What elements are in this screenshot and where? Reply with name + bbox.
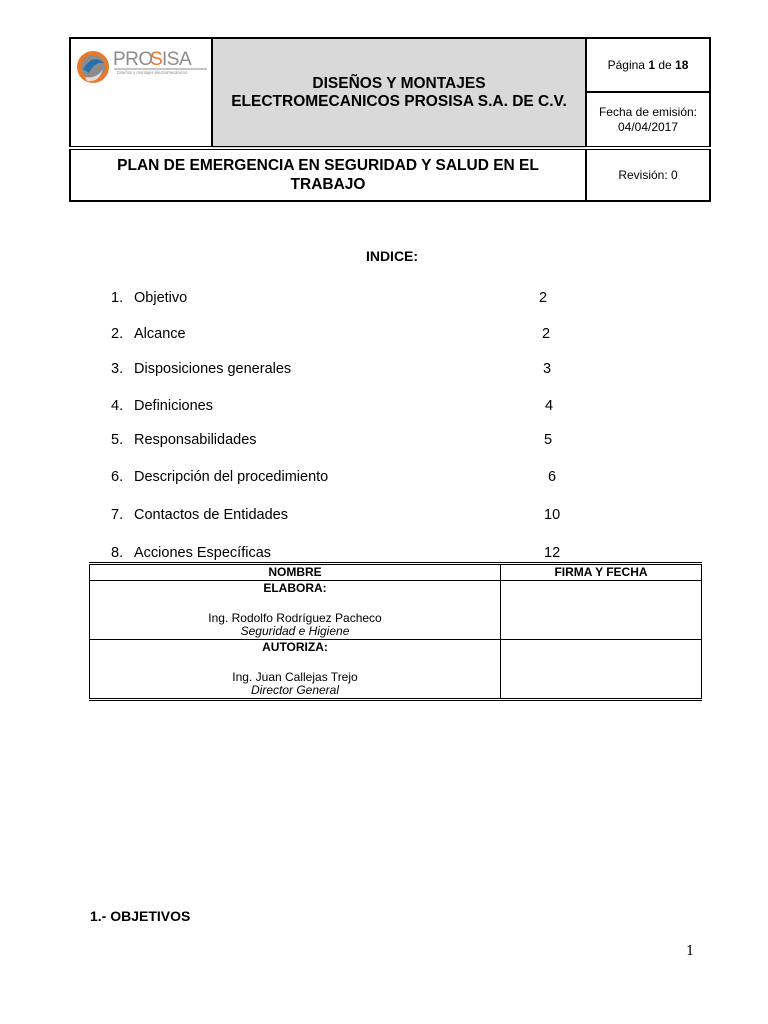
index-item-label: Disposiciones generales <box>134 361 292 377</box>
index-item-number: 7. <box>111 507 124 523</box>
signature-name: Ing. Juan Callejas Trejo <box>232 670 358 684</box>
section-title: 1.- OBJETIVOS <box>90 908 191 924</box>
signature-field[interactable] <box>501 581 702 640</box>
index-item[interactable] <box>111 507 571 525</box>
index-item[interactable] <box>111 398 571 416</box>
prosisa-logo-icon <box>71 39 211 141</box>
index-item-number: 5. <box>111 432 124 448</box>
signature-table <box>89 562 702 701</box>
company-logo <box>71 39 211 146</box>
index-item-page: 10 <box>544 507 561 523</box>
signature-row-elabora <box>90 581 501 640</box>
page-counter <box>586 38 710 92</box>
issue-date-value: 04/04/2017 <box>617 119 679 134</box>
revision-text: Revisión: 0 <box>618 167 678 182</box>
column-header-signature: FIRMA Y FECHA <box>501 564 702 581</box>
index-item-number: 4. <box>111 398 124 414</box>
index-item-label: Alcance <box>134 326 186 342</box>
page-mid: de <box>655 57 676 72</box>
index-item-number: 6. <box>111 469 124 485</box>
signature-role: AUTORIZA: <box>262 640 328 654</box>
index-item-label: Responsabilidades <box>134 432 257 448</box>
signature-field[interactable] <box>501 640 702 700</box>
document-header <box>69 37 711 193</box>
company-name-line2: ELECTROMECANICOS PROSISA S.A. DE C.V. <box>231 92 567 110</box>
svg-text:Diseños y montajes electromecá: Diseños y montajes electromecánicos <box>117 70 188 75</box>
index-item-label: Objetivo <box>134 290 188 306</box>
index-item-number: 3. <box>111 361 124 377</box>
index-item[interactable] <box>111 432 571 450</box>
svg-text:ISA: ISA <box>162 49 192 70</box>
index-item-label: Definiciones <box>134 398 213 414</box>
revision-cell <box>586 148 710 201</box>
signature-position: Director General <box>250 683 340 697</box>
company-name-line1: DISEÑOS Y MONTAJES <box>312 74 486 92</box>
column-header-name: NOMBRE <box>90 564 501 581</box>
index-item[interactable] <box>111 545 571 563</box>
index-item[interactable] <box>111 326 571 344</box>
index-item[interactable] <box>111 469 571 487</box>
index-item-page: 2 <box>542 326 551 342</box>
page-number: 1 <box>686 944 695 959</box>
index-item-number: 2. <box>111 326 124 342</box>
signature-name: Ing. Rodolfo Rodríguez Pacheco <box>208 611 382 625</box>
page-current: 1 <box>648 57 655 72</box>
svg-text:PRO: PRO <box>113 49 153 70</box>
index-item-page: 6 <box>548 469 557 485</box>
plan-title-line2: TRABAJO <box>290 176 366 193</box>
svg-text:S: S <box>150 49 163 70</box>
index-item-page: 2 <box>539 290 548 306</box>
index-item-page: 3 <box>543 361 552 377</box>
company-name <box>212 38 586 148</box>
plan-title <box>70 148 586 201</box>
plan-title-line1: PLAN DE EMERGENCIA EN SEGURIDAD Y SALUD EN EL <box>117 157 539 174</box>
index-item-label: Descripción del procedimiento <box>134 469 329 485</box>
page-prefix: Página <box>607 57 649 72</box>
index-item-label: Contactos de Entidades <box>134 507 288 523</box>
index-item-page: 4 <box>545 398 554 414</box>
index-title: INDICE: <box>365 248 419 264</box>
index-item-number: 1. <box>111 290 124 306</box>
issue-date-cell <box>586 92 710 148</box>
index-item-page: 5 <box>544 432 553 448</box>
index-item[interactable] <box>111 290 571 308</box>
index-item-label: Acciones Específicas <box>134 545 272 561</box>
logo-cell <box>70 38 212 148</box>
page-total: 18 <box>675 57 689 72</box>
signature-role: ELABORA: <box>263 581 327 595</box>
index-item-page: 12 <box>544 545 561 561</box>
issue-date-label: Fecha de emisión: <box>598 104 698 119</box>
signature-row-autoriza <box>90 640 501 700</box>
index-item-number: 8. <box>111 545 124 561</box>
index-item[interactable] <box>111 361 571 379</box>
signature-position: Seguridad e Higiene <box>240 624 350 638</box>
